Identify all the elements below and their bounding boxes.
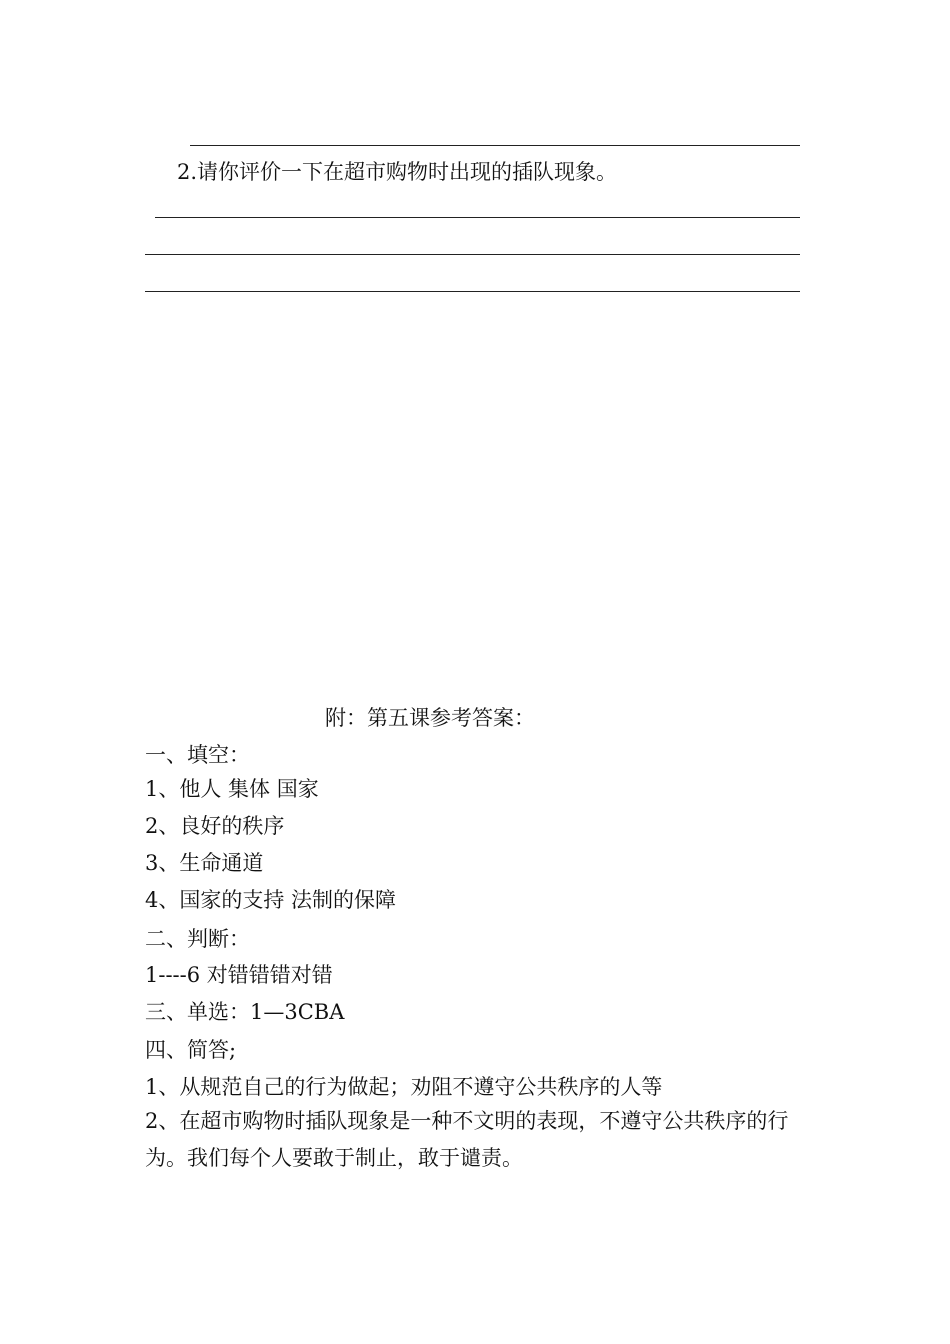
judge-section-heading: 二、判断：	[145, 927, 250, 951]
choice-answer: 三、单选：1—3CBA	[145, 1000, 345, 1024]
fill-section-heading: 一、填空：	[145, 743, 250, 767]
answer-blank-line	[190, 145, 800, 146]
answer-blank-line	[155, 217, 800, 218]
fill-answer-4: 4、国家的支持 法制的保障	[145, 888, 397, 912]
short-answer-2: 2、在超市购物时插队现象是一种不文明的表现，不遵守公共秩序的行为。我们每个人要敢于制止，敢于谴责。	[145, 1109, 789, 1170]
short-answer-1: 1、从规范自己的行为做起；劝阻不遵守公共秩序的人等	[145, 1075, 663, 1099]
fill-answer-1: 1、他人 集体 国家	[145, 777, 319, 801]
answer-blank-line	[145, 254, 800, 255]
fill-answer-2: 2、良好的秩序	[145, 814, 285, 838]
answer-key-title: 附：第五课参考答案：	[325, 706, 535, 730]
answer-blank-line	[145, 291, 800, 292]
fill-answer-3: 3、生命通道	[145, 851, 264, 875]
judge-answer: 1----6 对错错错对错	[145, 963, 333, 987]
short-section-heading: 四、简答;	[145, 1038, 237, 1062]
question-2: 2.请你评价一下在超市购物时出现的插队现象。	[177, 160, 618, 184]
